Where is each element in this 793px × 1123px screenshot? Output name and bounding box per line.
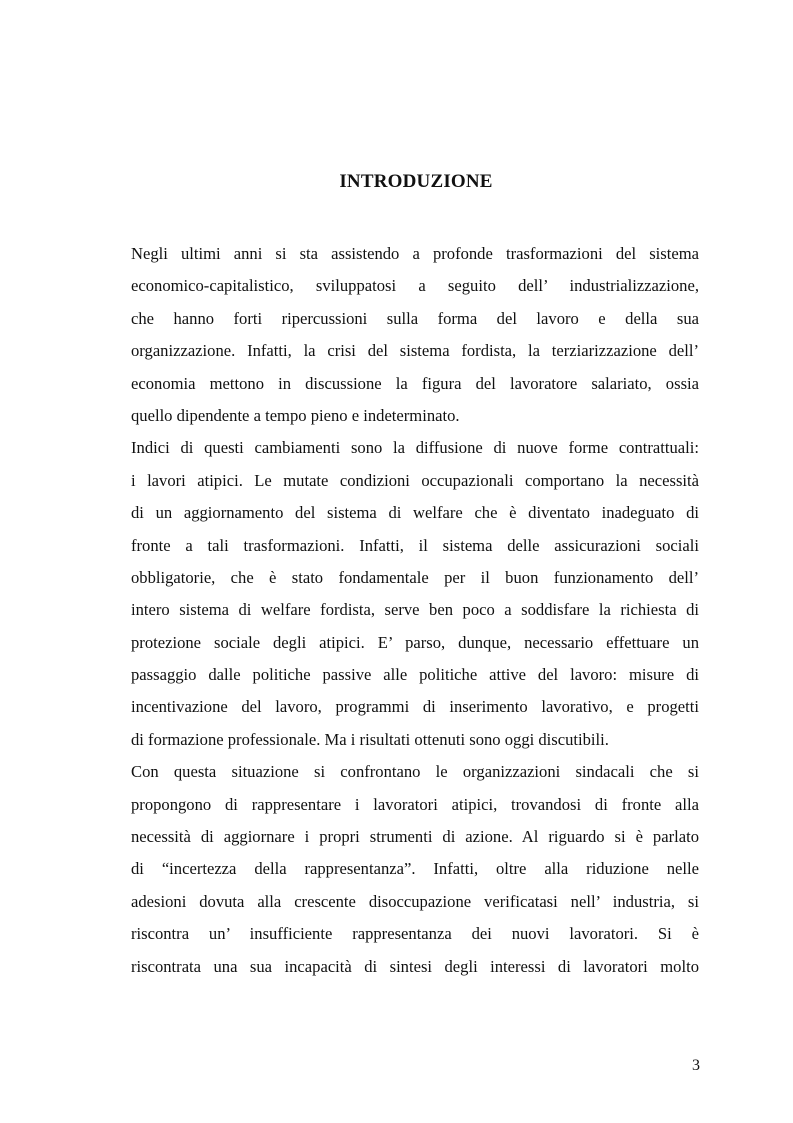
page-number: 3 — [692, 1057, 700, 1074]
text-line: intero sistema di welfare fordista, serve ben poco a soddisfare la richiesta di — [131, 600, 699, 620]
text-line: quello dipendente a tempo pieno e indeterminato. — [131, 405, 460, 425]
body-text — [131, 238, 699, 983]
text-line: passaggio dalle politiche passive alle politiche attive del lavoro: misure di — [131, 665, 699, 685]
text-line: i lavori atipici. Le mutate condizioni occupazionali comportano la necessità — [131, 470, 699, 490]
text-line: di “incertezza della rappresentanza”. Infatti, oltre alla riduzione nelle — [131, 859, 699, 879]
text-line: incentivazione del lavoro, programmi di inserimento lavorativo, e progetti — [131, 697, 699, 717]
text-line: riscontra un’ insufficiente rappresentanza dei nuovi lavoratori. Si è — [131, 924, 699, 944]
text-line: economico-capitalistico, sviluppatosi a seguito dell’ industrializzazione, — [131, 276, 699, 296]
text-line: necessità di aggiornare i propri strumenti di azione. Al riguardo si è parlato — [131, 827, 699, 847]
text-line: Con questa situazione si confrontano le organizzazioni sindacali che si — [131, 762, 699, 782]
text-line: di un aggiornamento del sistema di welfare che è diventato inadeguato di — [131, 503, 699, 523]
text-line: organizzazione. Infatti, la crisi del sistema fordista, la terziarizzazione dell’ — [131, 341, 699, 361]
text-line: obbligatorie, che è stato fondamentale per il buon funzionamento dell’ — [131, 567, 699, 587]
text-line: di formazione professionale. Ma i risultati ottenuti sono oggi discutibili. — [131, 729, 609, 749]
text-line: adesioni dovuta alla crescente disoccupazione verificatasi nell’ industria, si — [131, 891, 699, 911]
text-line: economia mettono in discussione la figura del lavoratore salariato, ossia — [131, 373, 699, 393]
chapter-title: INTRODUZIONE — [339, 171, 493, 192]
text-line: fronte a tali trasformazioni. Infatti, il sistema delle assicurazioni sociali — [131, 535, 699, 555]
text-line: Negli ultimi anni si sta assistendo a profonde trasformazioni del sistema — [131, 244, 699, 263]
text-line: propongono di rappresentare i lavoratori atipici, trovandosi di fronte alla — [131, 794, 699, 814]
text-line: Indici di questi cambiamenti sono la diffusione di nuove forme contrattuali: — [131, 438, 699, 458]
text-line: riscontrata una sua incapacità di sintesi degli interessi di lavoratori molto — [131, 956, 699, 976]
text-line: protezione sociale degli atipici. E’ parso, dunque, necessario effettuare un — [131, 632, 699, 652]
text-line: che hanno forti ripercussioni sulla forma del lavoro e della sua — [131, 308, 699, 328]
